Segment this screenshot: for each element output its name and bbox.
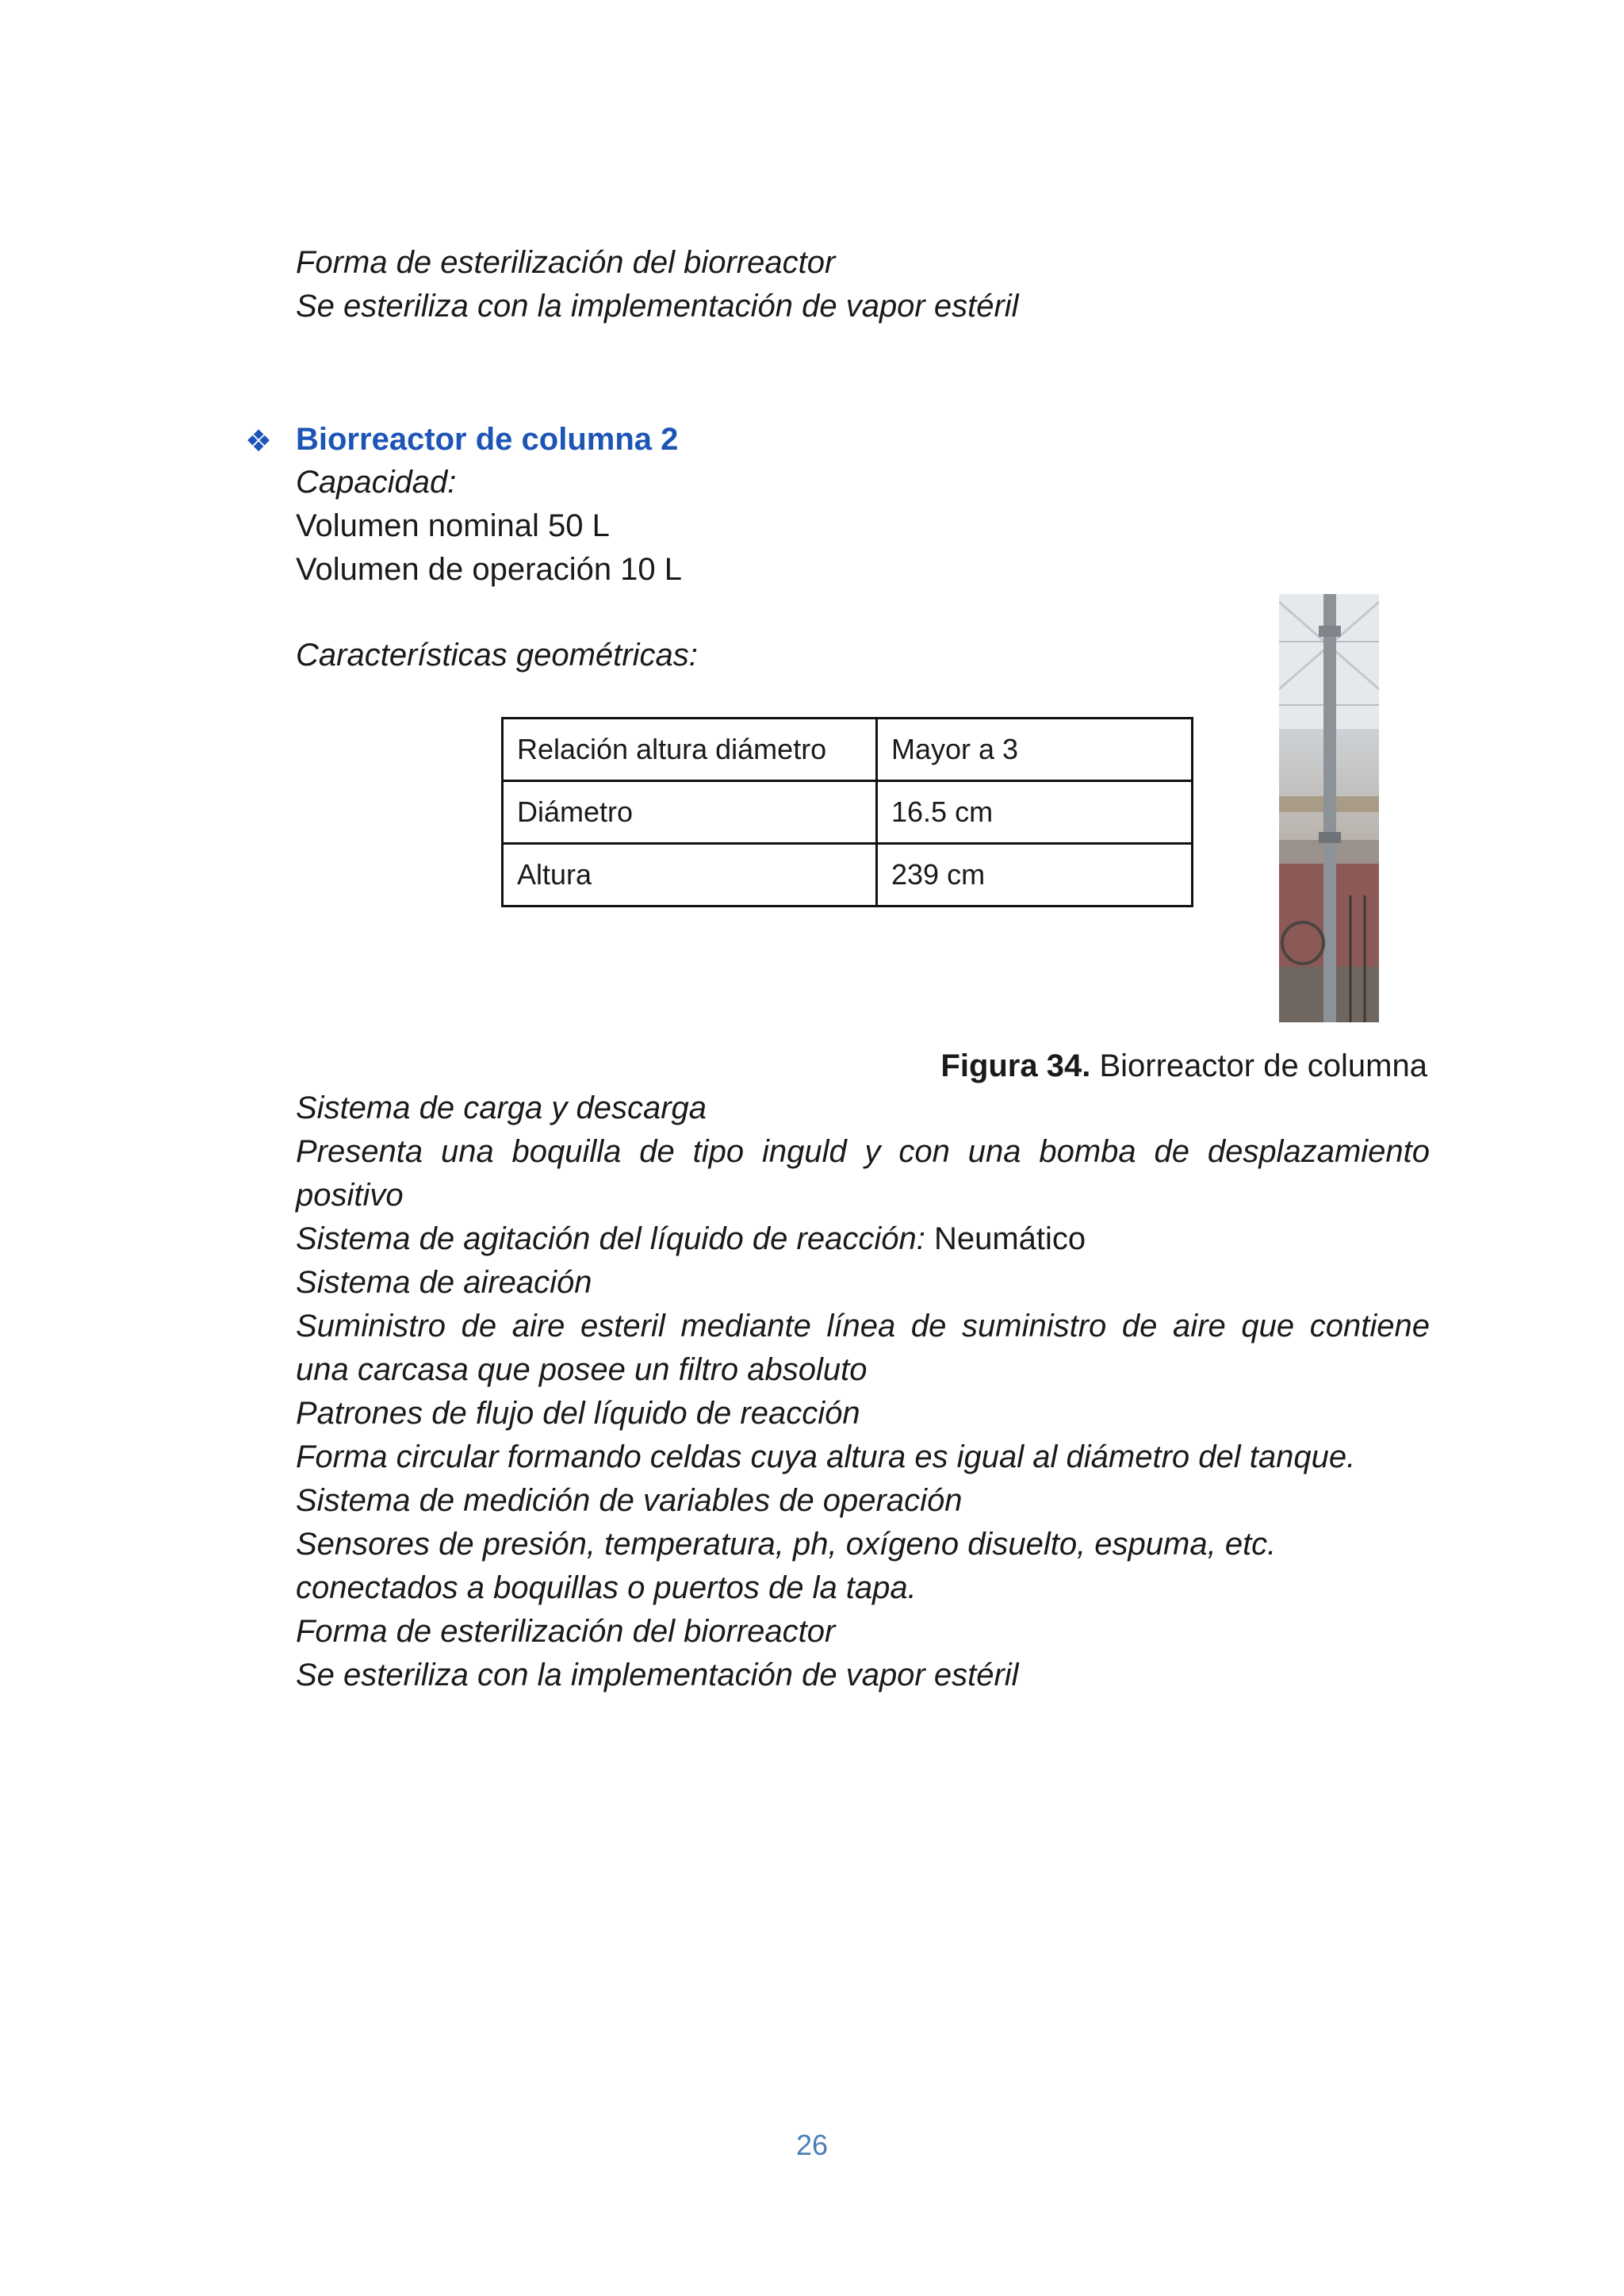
table-row [503, 844, 1193, 907]
aeration-heading: Sistema de aireación [296, 1265, 592, 1300]
aeration-text-cont: una carcasa que posee un filtro absoluto [296, 1352, 868, 1387]
geometry-label: Características geométricas: [296, 638, 698, 673]
loading-system-text-cont: positivo [296, 1178, 404, 1213]
sterilization-heading: Forma de esterilización del biorreactor [296, 1614, 836, 1649]
measurement-text-cont: conectados a boquillas o puertos de la tapa. [296, 1570, 917, 1605]
aeration-text: Suministro de aire esteril mediante línea de suministro de aire que contiene [296, 1309, 1430, 1343]
figure-caption-label: Figura 34. [940, 1048, 1091, 1083]
agitation-label: Sistema de agitación del líquido de reacción: [296, 1221, 925, 1256]
measurement-heading: Sistema de medición de variables de operación [296, 1483, 963, 1518]
page-number: 26 [795, 2129, 829, 2161]
agitation-value: Neumático [925, 1221, 1086, 1256]
table-cell: Relación altura diámetro [503, 719, 877, 781]
sterilization-text: Se esteriliza con la implementación de vapor estéril [296, 1658, 1019, 1692]
sterilization-text-top: Se esteriliza con la implementación de vapor estéril [296, 289, 1019, 324]
sterilization-heading-top: Forma de esterilización del biorreactor [296, 245, 836, 280]
measurement-text: Sensores de presión, temperatura, ph, oxígeno disuelto, espuma, etc. [296, 1527, 1277, 1562]
table-cell: 16.5 cm [877, 781, 1193, 844]
nominal-volume: Volumen nominal 50 L [296, 508, 610, 543]
flow-patterns-text: Forma circular formando celdas cuya altura es igual al diámetro del tanque. [296, 1439, 1356, 1474]
flow-patterns-heading: Patrones de flujo del líquido de reacción [296, 1396, 860, 1431]
table-row [503, 719, 1193, 781]
diamond-bullet-icon: ❖ [245, 425, 273, 458]
table-cell: Diámetro [503, 781, 877, 844]
operation-volume: Volumen de operación 10 L [296, 552, 683, 587]
bioreactor-photo [1279, 594, 1379, 1022]
loading-system-text: Presenta una boquilla de tipo inguld y con una bomba de desplazamiento [296, 1134, 1430, 1169]
figure-caption-text: Biorreactor de columna [1090, 1048, 1427, 1083]
figure-caption [940, 1048, 1427, 1084]
table-cell: Altura [503, 844, 877, 907]
table-cell: Mayor a 3 [877, 719, 1193, 781]
capacity-label: Capacidad: [296, 465, 457, 500]
section-title: Biorreactor de columna 2 [296, 422, 679, 457]
table-cell: 239 cm [877, 844, 1193, 907]
geometry-table [501, 717, 1193, 907]
agitation-system [296, 1223, 1086, 1255]
loading-system-heading: Sistema de carga y descarga [296, 1091, 707, 1125]
table-row [503, 781, 1193, 844]
